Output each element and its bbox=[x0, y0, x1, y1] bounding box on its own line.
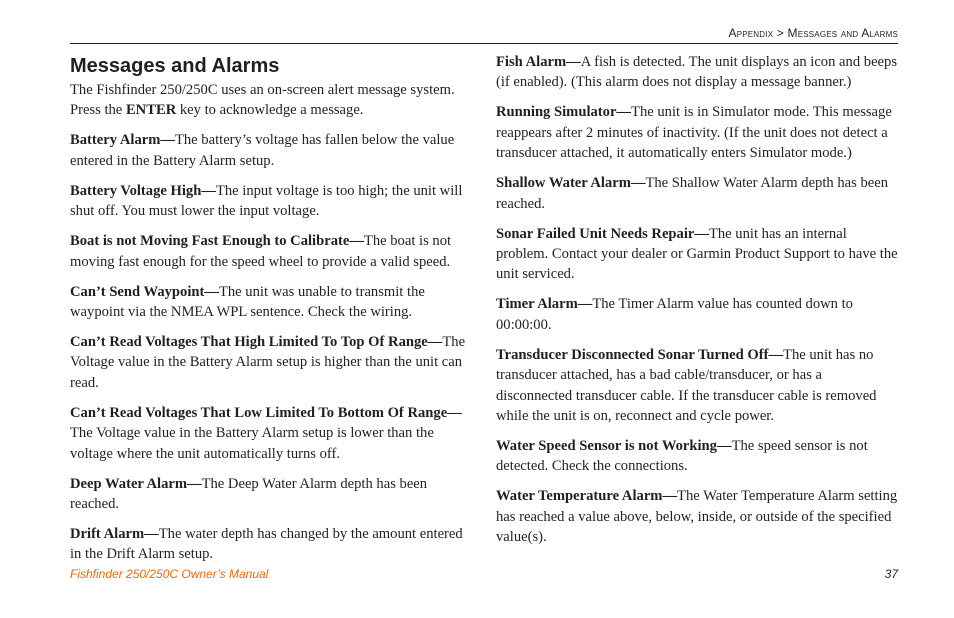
enter-key-label: ENTER bbox=[125, 102, 177, 119]
entry-sonar-failed bbox=[496, 224, 900, 285]
entry-text: The unit has no transducer attached, has a bad cable/transducer, or has a disconnected transducer cable. If the transducer cable is removed while the unit is on, reconnect and cycle power. bbox=[496, 346, 877, 425]
entry-shallow-water-alarm bbox=[496, 173, 900, 214]
entry-term: Deep Water Alarm— bbox=[70, 475, 202, 492]
entry-running-simulator bbox=[496, 102, 900, 163]
entry-term: Shallow Water Alarm— bbox=[496, 175, 646, 192]
page-title: Messages and Alarms bbox=[70, 55, 280, 77]
entry-text: The Timer Alarm value has counted down to 00:00:00. bbox=[496, 296, 853, 333]
entry-water-speed-sensor bbox=[496, 436, 900, 477]
page-number: 37 bbox=[884, 567, 898, 581]
intro-text-before: The Fishfinder 250/250C uses an on-screen alert message system. Press the bbox=[70, 82, 455, 119]
entry-text: The battery’s voltage has fallen below the value entered in the Battery Alarm setup. bbox=[70, 132, 455, 169]
header-rule bbox=[70, 43, 898, 44]
entry-term: Transducer Disconnected Sonar Turned Off— bbox=[496, 346, 784, 363]
entry-water-temperature-alarm bbox=[496, 486, 900, 547]
entry-term: Fish Alarm— bbox=[496, 54, 581, 70]
entry-text: The Voltage value in the Battery Alarm setup is lower than the voltage where the unit automatically turns off. bbox=[70, 425, 434, 462]
entry-text: The boat is not moving fast enough for the speed wheel to provide a valid speed. bbox=[70, 233, 452, 270]
entry-boat-not-moving bbox=[70, 231, 466, 272]
entry-voltages-high bbox=[70, 332, 466, 393]
entry-term: Water Temperature Alarm— bbox=[496, 488, 678, 505]
entry-text: The unit has an internal problem. Contact your dealer or Garmin Product Support to have the unit serviced. bbox=[496, 225, 898, 283]
entry-term: Can’t Send Waypoint— bbox=[70, 283, 219, 300]
entry-term: Battery Alarm— bbox=[70, 132, 175, 149]
entry-cant-send-waypoint bbox=[70, 282, 466, 323]
entry-fish-alarm bbox=[496, 52, 900, 93]
entry-text: The Shallow Water Alarm depth has been reached. bbox=[496, 175, 888, 212]
left-column bbox=[70, 52, 466, 574]
entry-battery-alarm bbox=[70, 130, 466, 171]
entry-term: Water Speed Sensor is not Working— bbox=[496, 438, 732, 455]
entry-term: Drift Alarm— bbox=[70, 526, 159, 543]
entry-term: Timer Alarm— bbox=[496, 296, 593, 313]
entry-term: Battery Voltage High— bbox=[70, 182, 216, 199]
entry-transducer-disconnected bbox=[496, 345, 900, 427]
right-column bbox=[496, 52, 900, 557]
running-head: Appendix > Messages and Alarms bbox=[728, 26, 898, 40]
entry-text: The speed sensor is not detected. Check the connections. bbox=[496, 438, 868, 475]
entry-timer-alarm bbox=[496, 294, 900, 335]
entry-text: A fish is detected. The unit displays an icon and beeps (if enabled). (This alarm does not display a message banner.) bbox=[496, 54, 898, 91]
entry-text: The unit was unable to transmit the waypoint via the NMEA WPL sentence. Check the wiring. bbox=[70, 283, 425, 321]
entry-term: Boat is not Moving Fast Enough to Calibrate— bbox=[70, 233, 364, 250]
entry-voltages-low bbox=[70, 403, 466, 464]
entry-text: The input voltage is too high; the unit will shut off. You must lower the input voltage. bbox=[70, 182, 463, 220]
intro-text-after: key to acknowledge a message. bbox=[176, 102, 364, 119]
entry-text: The unit is in Simulator mode. This message reappears after 2 minutes of inactivity. (If the unit does not detect a transducer attached, it automatically enters Simulator mode.) bbox=[496, 104, 892, 162]
entry-text: The Deep Water Alarm depth has been reached. bbox=[70, 475, 428, 513]
entry-battery-voltage-high bbox=[70, 181, 466, 222]
entry-text: The water depth has changed by the amount entered in the Drift Alarm setup. bbox=[70, 526, 463, 563]
entry-term: Running Simulator— bbox=[496, 104, 632, 121]
entry-term: Can’t Read Voltages That High Limited To Top Of Range— bbox=[70, 334, 443, 351]
entry-drift-alarm bbox=[70, 524, 466, 565]
entry-deep-water-alarm bbox=[70, 474, 466, 515]
entry-term: Can’t Read Voltages That Low Limited To Bottom Of Range— bbox=[70, 404, 462, 421]
entry-text: The Voltage value in the Battery Alarm setup is higher than the unit can read. bbox=[70, 334, 466, 391]
entry-term: Sonar Failed Unit Needs Repair— bbox=[496, 225, 709, 242]
footer-manual-title: Fishfinder 250/250C Owner’s Manual bbox=[70, 567, 269, 581]
entry-text: The Water Temperature Alarm setting has reached a value above, below, inside, or outside of the specified value(s). bbox=[496, 488, 898, 546]
intro-paragraph bbox=[70, 80, 466, 121]
